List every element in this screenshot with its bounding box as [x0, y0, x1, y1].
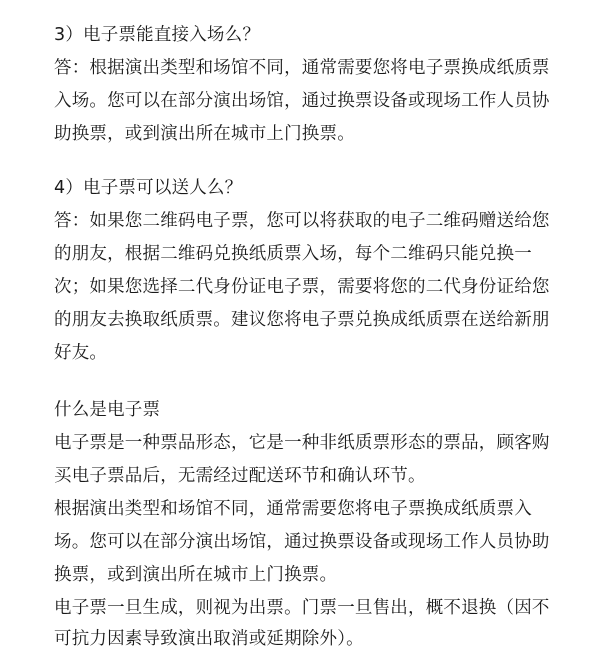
paragraph-line-7: 可抗力因素导致演出取消或延期除外）。 — [54, 629, 364, 649]
answer-4-line-5: 好友。 — [54, 343, 108, 363]
paragraph-line-6: 电子票一旦生成，则视为出票。门票一旦售出，概不退换（因不 — [54, 598, 550, 618]
answer-4-line-3: 次；如果您选择二代身份证电子票，需要将您的二代身份证给您 — [54, 277, 550, 297]
answer-3-line-2: 入场。您可以在部分演出场馆，通过换票设备或现场工作人员协 — [54, 91, 550, 111]
answer-4-line-4: 的朋友去换取纸质票。建议您将电子票兑换成纸质票在送给新朋 — [54, 310, 550, 330]
answer-3-line-3: 助换票，或到演出所在城市上门换票。 — [54, 124, 355, 144]
answer-4-line-1: 答：如果您二维码电子票，您可以将获取的电子二维码赠送给您 — [54, 211, 550, 231]
paragraph-line-2: 买电子票品后，无需经过配送环节和确认环节。 — [54, 466, 426, 486]
answer-3-line-1: 答：根据演出类型和场馆不同，通常需要您将电子票换成纸质票 — [54, 58, 550, 78]
section-heading-what-is-eticket: 什么是电子票 — [54, 400, 161, 420]
question-4: 4）电子票可以送人么？ — [54, 178, 243, 198]
paragraph-line-3: 根据演出类型和场馆不同，通常需要您将电子票换成纸质票入 — [54, 499, 532, 519]
paragraph-line-1: 电子票是一种票品形态，它是一种非纸质票形态的票品，顾客购 — [54, 433, 550, 453]
answer-4-line-2: 的朋友，根据二维码兑换纸质票入场，每个二维码只能兑换一 — [54, 244, 532, 264]
question-3: 3）电子票能直接入场么？ — [54, 25, 261, 45]
paragraph-line-4: 场。您可以在部分演出场馆，通过换票设备或现场工作人员协助 — [54, 532, 550, 552]
paragraph-line-5: 换票，或到演出所在城市上门换票。 — [54, 565, 338, 585]
